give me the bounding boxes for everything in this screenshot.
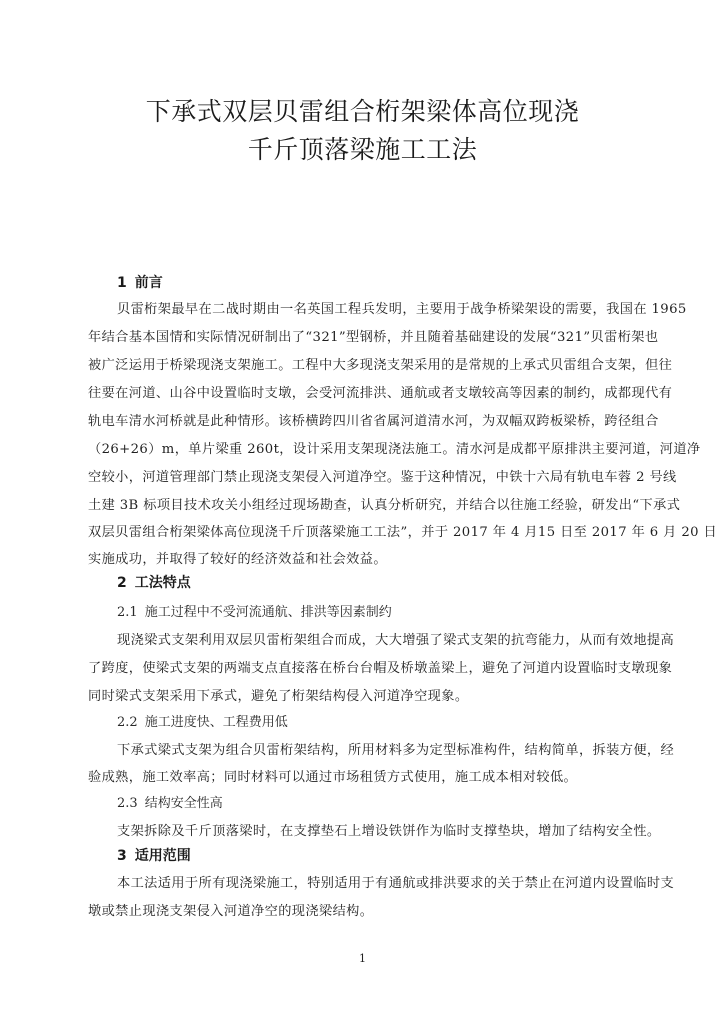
paragraph-line: 同时梁式支架采用下承式，避免了桁架结构侵入河道净空现象。: [88, 689, 469, 704]
subsection-heading-2-3: 2.3 结构安全性高: [117, 796, 223, 811]
paragraph-line: 轨电车清水河桥就是此种情形。该桥横跨四川省省属河道清水河，为双幅双跨板梁桥，跨径组合: [88, 414, 659, 429]
paragraph-line: 下承式梁式支架为组合贝雷桁架结构，所用材料多为定型标准构件，结构简单，拆装方便，经: [117, 743, 675, 758]
paragraph-line: 实施成功，并取得了较好的经济效益和社会效益。: [88, 552, 387, 567]
paragraph-line: 本工法适用于所有现浇梁施工，特别适用于有通航或排洪要求的关于禁止在河道内设置临时支: [117, 876, 675, 891]
paragraph-line: 贝雷桁架最早在二战时期由一名英国工程兵发明，主要用于战争桥梁架设的需要，我国在 1965: [117, 302, 687, 317]
paragraph-line: 现浇梁式支架利用双层贝雷桁架组合而成，大大增强了梁式支架的抗弯能力，从而有效地提高: [117, 633, 675, 648]
subsection-heading-2-1: 2.1 施工过程中不受河流通航、排洪等因素制约: [117, 605, 392, 620]
paragraph-line: 支架拆除及千斤顶落梁时，在支撑垫石上增设铁饼作为临时支撑垫块，增加了结构安全性。: [117, 824, 661, 839]
title-line-1: 下承式双层贝雷组合桁架梁体高位现浇: [145, 97, 580, 126]
section-heading-1: 1 前言: [117, 275, 163, 291]
subsection-heading-2-2: 2.2 施工进度快、工程费用低: [117, 715, 288, 730]
section-heading-3: 3 适用范围: [117, 848, 191, 864]
paragraph-line: 墩或禁止现浇支架侵入河道净空的现浇梁结构。: [88, 904, 374, 919]
paragraph-line: （26+26）m，单片梁重 260t，设计采用支架现浇法施工。清水河是成都平原排洪主要河道，河道净: [88, 442, 701, 457]
paragraph-line: 年结合基本国情和实际情况研制出了“321”型钢桥，并且随着基础建设的发展“321”贝雷桁架也: [88, 330, 659, 345]
section-heading-2: 2 工法特点: [117, 575, 191, 591]
paragraph-line: 双层贝雷组合桁架梁体高位现浇千斤顶落梁施工工法”，并于 2017 年 4 月15 日至 2017 年 6 月 20 日: [88, 525, 718, 540]
page-number: 1: [359, 952, 366, 965]
paragraph-line: 土建 3B 标项目技术攻关小组经过现场勘查，认真分析研究，并结合以往施工经验，研发出“下承式: [88, 498, 681, 513]
paragraph-line: 了跨度，使梁式支架的两端支点直接落在桥台台帽及桥墩盖梁上，避免了河道内设置临时支墩现象: [88, 661, 673, 676]
title-line-2: 千斤顶落梁施工工法: [247, 135, 478, 164]
paragraph-line: 验成熟，施工效率高；同时材料可以通过市场租赁方式使用，施工成本相对较低。: [88, 770, 578, 785]
paragraph-line: 空较小，河道管理部门禁止现浇支架侵入河道净空。鉴于这种情况，中铁十六局有轨电车蓉 2 号线: [88, 470, 677, 485]
paragraph-line: 往要在河道、山谷中设置临时支墩，会受河流排洪、通航或者支墩较高等因素的制约，成都现代有: [88, 386, 673, 401]
paragraph-line: 被广泛运用于桥梁现浇支架施工。工程中大多现浇支架采用的是常规的上承式贝雷组合支架，但往: [88, 358, 673, 373]
